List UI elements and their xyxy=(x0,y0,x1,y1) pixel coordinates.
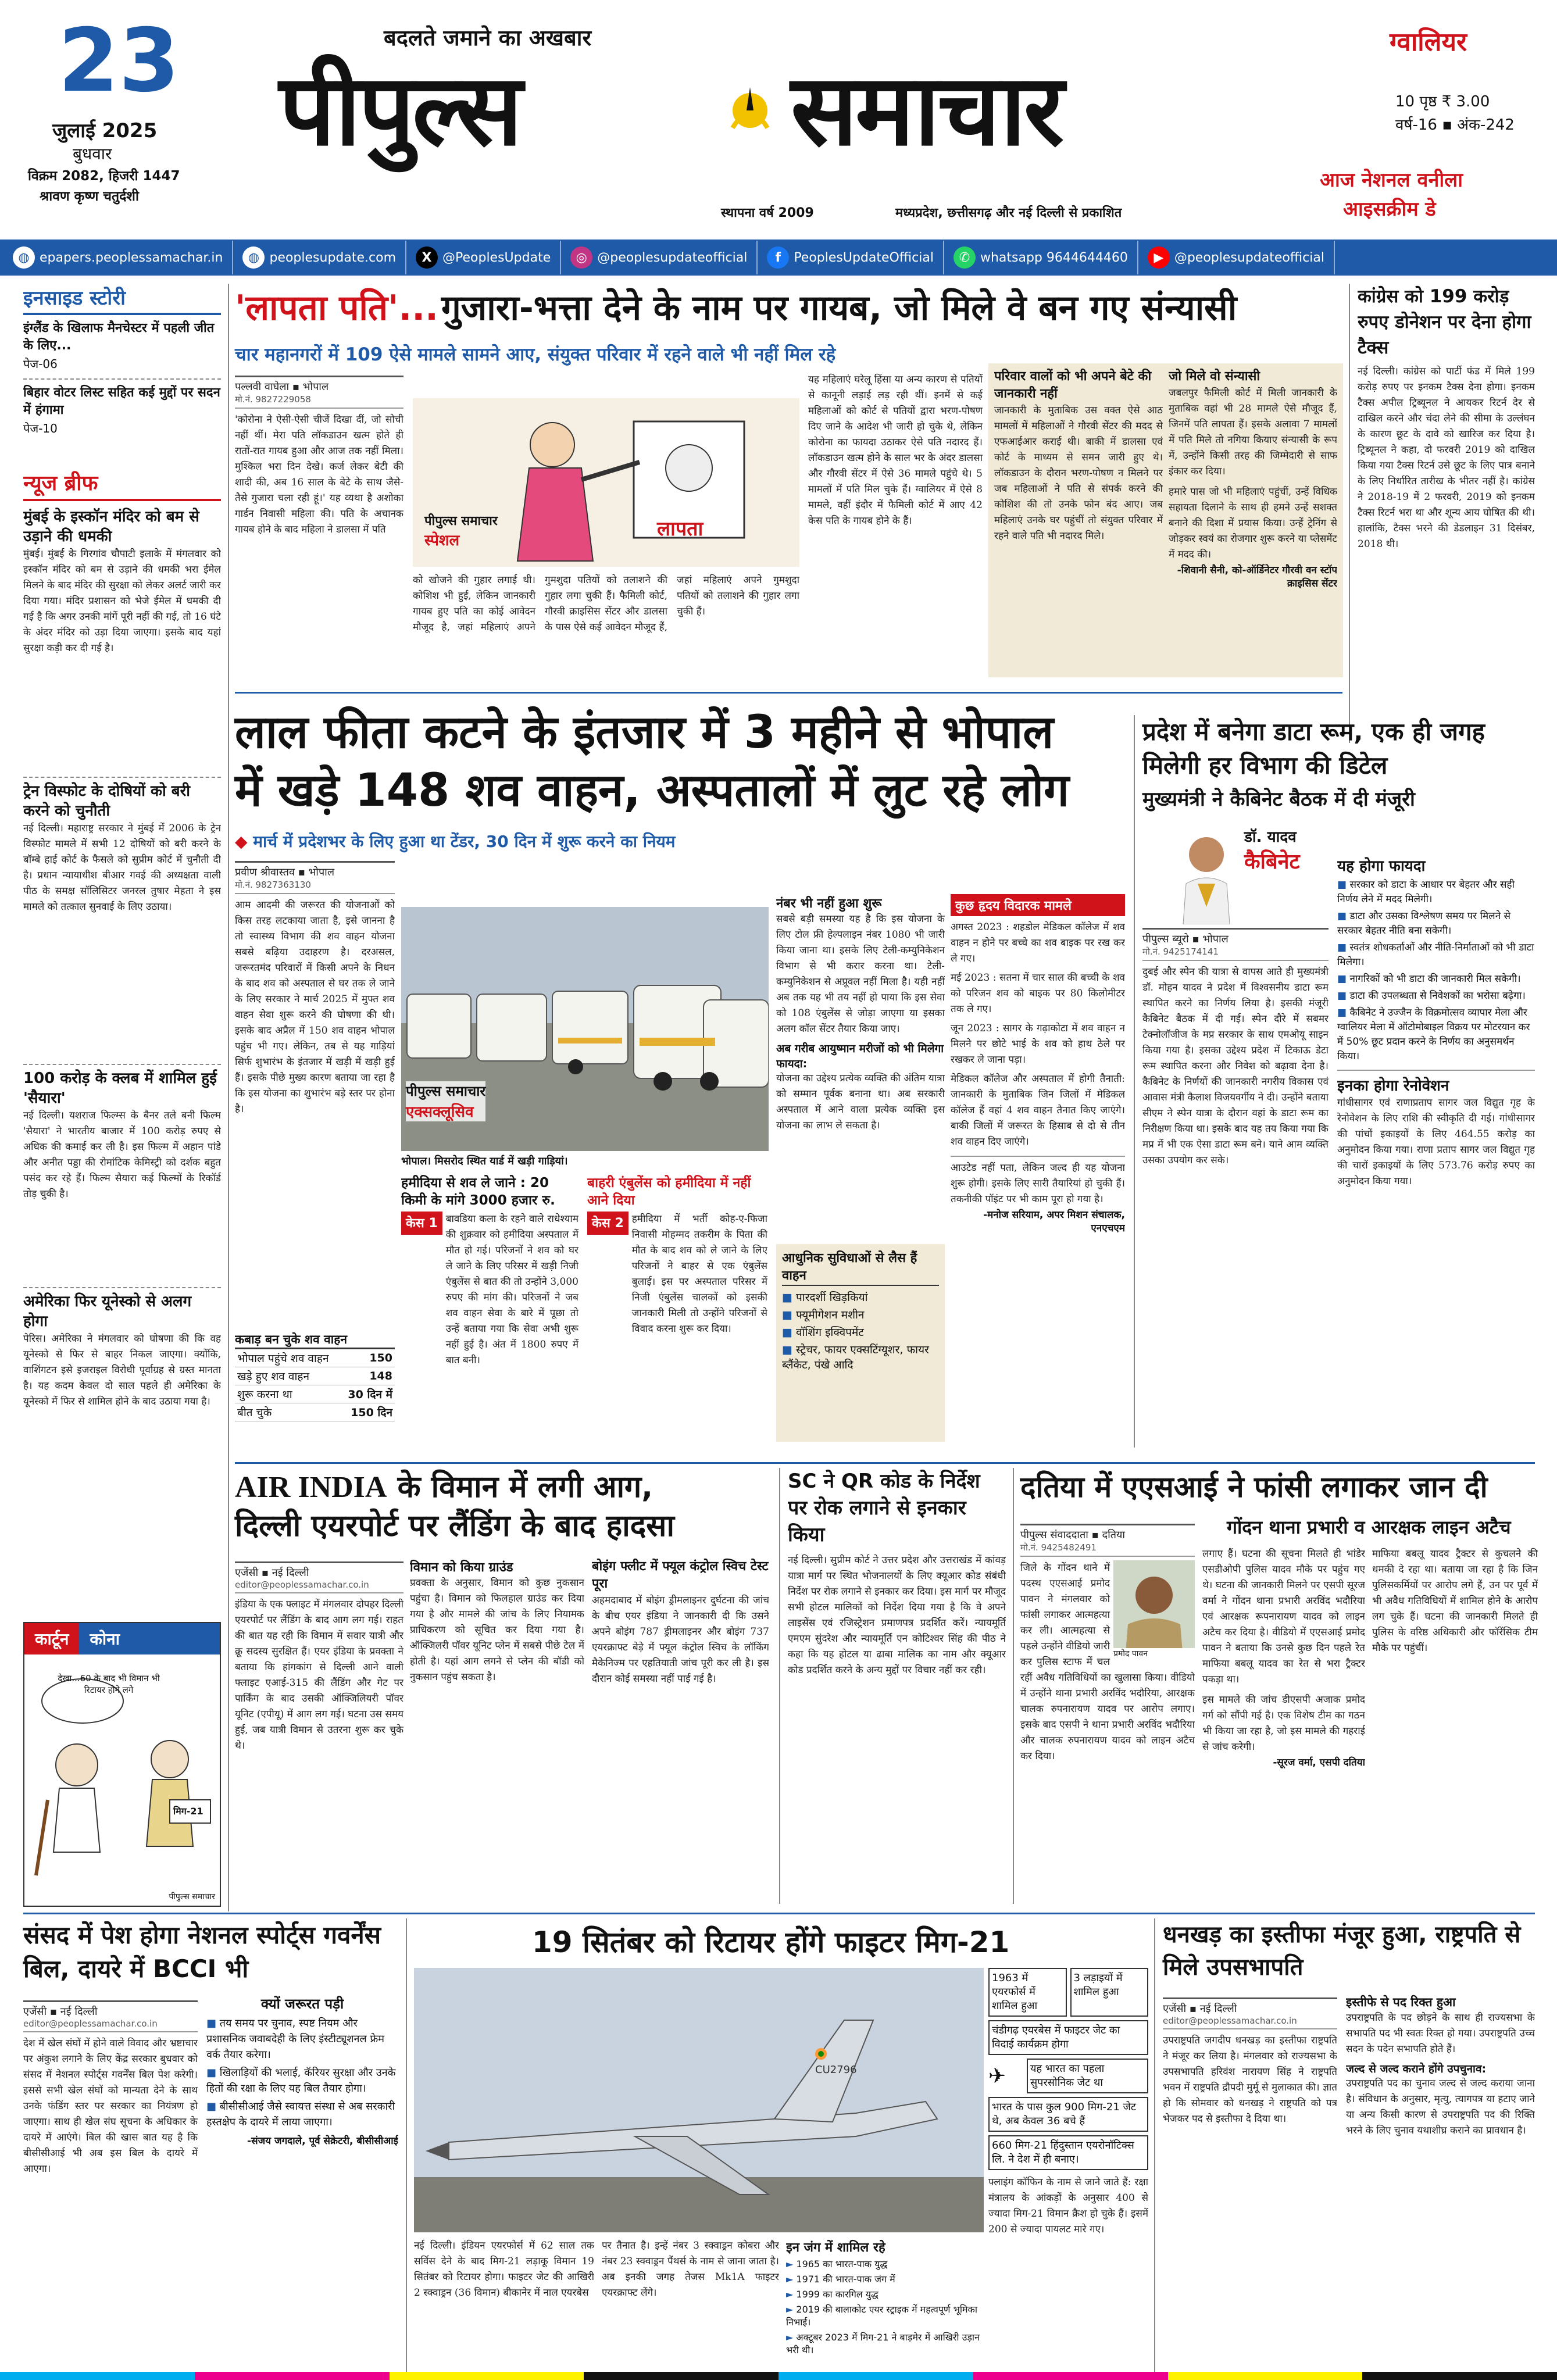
brief-body: मुंबई। मुंबई के गिरगांव चौपाटी इलाके में मंगलवार को इस्कॉन मंदिर को बम से उड़ाने की धमकी भरा ईमेल मिलने के बाद मंदिर की सुरक्षा को लेकर अलर्ट जारी कर दिया गया। मंदिर प्रशासन को भेजे ईमेल में धमकी दी गई है कि अगर उनकी मांगें पूरी नहीं की गई, तो 16 घंटे के अंदर मंदिर को उड़ा दिया जाएगा। इसके बाद यहां सुरक्षा कड़ी कर दी गई है। xyxy=(23,548,221,654)
sports-body: देश में खेल संघों में होने वाले विवाद और भ्रष्टाचार पर अंकुश लगाने के लिए केंद्र सरकार बुधवार को संसद में नेशनल स्पोर्ट्स गवर्नेंस बिल पेश करेगी। इससे सभी खेल संघों को मान्यता देने के साथ उनके फंडिंग स्तर पर सरकार का नियंत्रण हो जाएगा। साथ ही खेल संघ सूचना के अधिकार के दायरे में आएंगे। बिल की खास बात यह है कि बीसीसीआई भी अब इस बिल के दायरे में आएगा। xyxy=(23,2038,198,2175)
list-item xyxy=(206,2099,398,2130)
bullet-icon: ■ xyxy=(1337,879,1350,891)
cabinet-label-type: कैबिनेट xyxy=(1244,850,1300,874)
datia-body-1: जिले के गोंदन थाने में पदस्थ एएसआई प्रमोद पावन ने मंगलवार को फांसी लगाकर आत्महत्या कर ली। आत्महत्या से पहले उन्होंने वीडियो जारी कर पुलिस स्टाफ में चल रहीं अवैध गतिविधियों का खुलासा किया। वीडियो में उन्होंने थाना प्रभारी अरविंद भदौरिया, आरक्षक चालक रुपनारायण यादव पर आरोप लगाए। इसके बाद एसपी ने थाना प्रभारी अरविंद भदौरिया और चालक रुपनारायण यादव को लाइन अटैच कर दिया। xyxy=(1020,1562,1195,1762)
brief-title: ट्रेन विस्फोट के दोषियों को बरी करने को चुनौती xyxy=(23,782,190,820)
case-label: केस xyxy=(406,1216,424,1231)
dhankhar-side-body-2: उपराष्ट्रपति पद का चुनाव जल्द से जल्द कराया जाना है। संविधान के अनुसार, मृत्यु, त्यागपत्र या हटाए जाने या अन्य किसी कारण से उपराष्ट्रपति पद की रिक्ति भरने के लिए चुनाव यथाशीघ्र कराने का प्रावधान है। xyxy=(1346,2078,1535,2136)
hearse-cases-col xyxy=(951,894,1125,1446)
sidebox-title-2: जो मिले वो संन्यासी xyxy=(1169,369,1260,384)
facebook-icon: f xyxy=(767,246,789,269)
paper-name-right: समाचार xyxy=(791,53,1062,168)
lead-subhead: चार महानगरों में 109 ऐसे मामले सामने आए, संयुक्त परिवार में रहने वाले भी नहीं मिल रहे xyxy=(235,344,836,365)
bullet-icon: ■ xyxy=(206,2067,220,2079)
cartoon-sign: मिग-21 xyxy=(173,1806,203,1817)
today-day-2: आइसक्रीम डे xyxy=(1343,198,1436,221)
why-heading: क्यों जरूरत पड़ी xyxy=(260,1996,344,2012)
mig-tail-number: CU2796 xyxy=(815,2064,857,2076)
dataroom-headline: प्रदेश में बनेगा डाटा रूम, एक ही जगह मिलेगी हर विभाग की डिटेल xyxy=(1142,717,1485,780)
lead-col-3 xyxy=(808,372,983,674)
renovation-heading: इनका होगा रेनोवेशन xyxy=(1337,1077,1449,1095)
dhankhar-headline: धनखड़ का इस्तीफा मंजूर हुआ, राष्ट्रपति से मिले उपसभापति xyxy=(1163,1921,1521,1981)
benefits-list xyxy=(1337,878,1535,1071)
qr-body: नई दिल्ली। सुप्रीम कोर्ट ने उत्तर प्रदेश और उत्तराखंड में कांवड़ यात्रा मार्ग पर स्थित भोजनालयों के लिए क्यूआर कोड संबंधी निर्देश पर रोक लगाने से इनकार कर दिया। इस मार्ग पर मौजूद सभी होटल मालिकों को निर्देश दिया गया है कि वे अपने लाइसेंस एवं रजिस्ट्रेशन प्रमाणपत्र प्रदर्शित करें। न्यायमूर्ति एमएम सुंदरेश और न्यायमूर्ति एन कोटिश्वर सिंह की पीठ ने कहा कि यह होटल या ढाबा मालिक का नाम और क्यूआर कोड प्रदर्शित करने के अन्य मुद्दों पर विचार नहीं कर रही। xyxy=(788,1554,1006,1676)
cases-heading: कुछ हृदय विदारक मामले xyxy=(951,894,1125,916)
poster-text: लापता xyxy=(657,517,703,541)
hearse-quote: आउटेड नहीं पता, लेकिन जल्द ही यह योजना शुरू होगी। इसके लिए सारी तैयारियां हो चुकी हैं। तकनीकी पॉइंट पर भी काम पूरा हो गया है। xyxy=(951,1156,1125,1207)
hearse-case-1 xyxy=(401,1174,578,1442)
wars-heading: इन जंग में शामिल रहे xyxy=(786,2240,885,2255)
list-item-text: खिलाड़ियों की भलाई, कॅरियर सुरक्षा और उनके हितों की रक्षा के लिए यह बिल तैयार होगा। xyxy=(206,2067,396,2095)
instagram-icon: ◎ xyxy=(570,246,592,269)
table-cell: 30 दिन में xyxy=(341,1385,395,1403)
bullet-icon: ■ xyxy=(782,1343,796,1356)
mig-fact: चंडीगढ़ एयरबेस में फाइटर जेट का विदाई कार्यक्रम होगा xyxy=(988,2020,1148,2055)
sports-col-2 xyxy=(206,1994,398,2372)
photo-label xyxy=(406,1081,485,1121)
datia-body-3: माफिया बबलू यादव ट्रैक्टर से कुचलने की धमकी दे रहा था। बताया जा रहा है कि जिन पुलिसकर्मियों पर आरोप लगे हैं, उन पर पूर्व में भी अवैध गतिविधियों में शामिल होने के आरोप लग चुके हैं। घटना की जानकारी मिलते ही पुलिस के वरिष्ठ अधिकारी और फॉरेंसिक टीम मौके पर पहुंचीं। xyxy=(1372,1548,1538,1654)
social-link[interactable] xyxy=(3,241,233,274)
airindia-body-3: अहमदाबाद में बोइंग ड्रीमलाइनर दुर्घटना की जांच के बीच एयर इंडिया ने जानकारी दी कि उसने अपने बोइंग 787 ड्रीमलाइनर और बोइंग 737 एयरक्राफ्ट बेड़े में फ्यूल कंट्रोल स्विच के लॉकिंग मैकेनिज्म पर एहतियाती जांच पूरी कर ली है। इस दौरान कोई समस्या नहीं पाई गई है। xyxy=(592,1595,769,1685)
dhankhar-side-head-2: जल्द से जल्द कराने होंगे उपचुनाव: xyxy=(1346,2063,1487,2075)
date-month: जुलाई 2025 xyxy=(52,119,158,142)
globe-icon: ◍ xyxy=(242,246,265,269)
table-cell: शुरू करना था xyxy=(235,1385,341,1403)
dhankhar-col-1 xyxy=(1163,1994,1337,2372)
inside-item-page: पेज-06 xyxy=(23,357,58,371)
inside-story-heading: इनसाइड स्टोरी xyxy=(23,284,221,315)
mig-flying-coffin: फ्लाइंग कॉफिन के नाम से जाने जाते हैं: रक्षा मंत्रालय के आंकड़ों के अनुसार 400 से ज्यादा मिग-21 विमान क्रैश हो चुके हैं। इसमें 200 से ज्यादा पायलट मारे गए। xyxy=(988,2177,1148,2235)
social-link[interactable] xyxy=(561,241,758,274)
mig-facts xyxy=(988,1968,1148,2375)
list-item xyxy=(782,1342,939,1372)
brief-item[interactable] xyxy=(23,777,221,1059)
wars-list xyxy=(786,2258,984,2357)
social-link[interactable] xyxy=(758,241,944,274)
tagline: बदलते जमाने का अखबार xyxy=(384,25,592,51)
sports-email: editor@peoplessamachar.co.in xyxy=(23,2018,198,2032)
datia-headline: दतिया में एएसआई ने फांसी लगाकर जान दी xyxy=(1020,1470,1488,1504)
tithi: श्रावण कृष्ण चतुर्दशी xyxy=(40,189,139,204)
hearse-headline-line1: लाल फीता कटने के इंतजार में 3 महीने से भोपाल xyxy=(235,706,1054,759)
mig-fact: यह भारत का पहला सुपरसोनिक जेट था xyxy=(1027,2059,1148,2093)
congress-headline: कांग्रेस को 199 करोड़ रुपए डोनेशन पर देना होगा टैक्स xyxy=(1358,286,1531,358)
benefits-heading: यह होगा फायदा xyxy=(1337,857,1426,875)
list-item-text: नागरिकों को भी डाटा की जानकारी मिल सकेगी। xyxy=(1349,973,1521,985)
sidebox-quote-by: -शिवानी सैनी, को-ऑर्डिनेटर गौरवी वन स्टॉप क्राइसिस सेंटर xyxy=(1177,564,1337,589)
mig-fact: 3 लड़ाइयों में शामिल हुआ xyxy=(1070,1968,1149,2017)
side-head: नंबर भी नहीं हुआ शुरू xyxy=(776,896,882,911)
x-icon: X xyxy=(416,246,438,269)
list-item-text: कैबिनेट ने उज्जैन के विक्रमोत्सव व्यापार मेला और ग्वालियर मेला में ऑटोमोबाइल विक्रय पर मोटरयान कर में 50% छूट प्रदान करने के निर्णय का अनुसमर्थन किया। xyxy=(1337,1007,1530,1062)
lead-sidebox xyxy=(988,363,1343,677)
table-cell: खड़े हुए शव वाहन xyxy=(235,1367,341,1385)
airindia-head-2: विमान को किया ग्राउंड xyxy=(410,1560,513,1575)
case-1-headline: हमीदिया से शव ले जाने : 20 किमी के मांगे 3000 हजार रु. xyxy=(401,1175,555,1208)
list-item-text: वॉशिंग इक्विपमेंट xyxy=(796,1326,864,1339)
list-item-text: बीसीसीआई जैसे स्वायत्त संस्था से अब सरकारी हस्तक्षेप के दायरे में लाया जाएगा। xyxy=(206,2100,395,2128)
brief-body: नई दिल्ली। महाराष्ट्र सरकार ने मुंबई में 2006 के ट्रेन विस्फोट मामले में सभी 12 दोषियों को बरी करने के बॉम्बे हाई कोर्ट के फैसले को सुप्रीम कोर्ट में चुनौती दी है। प्रधान न्यायाधीश बीआर गवई की अध्यक्षता वाली पीठ के समक्ष सॉलिसिटर जनरल तुषार मेहता ने इस मामले को तत्काल सुनवाई के लिए उठाया। xyxy=(23,823,221,913)
case-item: मई 2023 : सतना में चार साल की बच्ची के शव को परिजन शव को बाइक पर 80 किलोमीटर तक ले गए। xyxy=(951,972,1125,1015)
social-link-text: PeoplesUpdateOfficial xyxy=(794,250,934,265)
list-item-text: स्ट्रेचर, फायर एक्सटिंग्यूशर, फायर ब्लैंकेट, पंखे आदि xyxy=(782,1343,929,1371)
congress-story xyxy=(1358,284,1535,737)
cabinet-label xyxy=(1244,826,1300,875)
brief-item[interactable] xyxy=(23,1287,221,1523)
list-item xyxy=(1337,909,1535,938)
cartoon-box xyxy=(23,1622,221,1907)
bullet-icon: ■ xyxy=(1337,942,1350,953)
list-item-text: तय समय पर चुनाव, स्पष्ट नियम और प्रशासनिक जवाबदेही के लिए इंस्टीट्यूशनल फ्रेम वर्क तैयार करेगा। xyxy=(206,2017,385,2061)
samvat: विक्रम 2082, हिजरी 1447 xyxy=(28,169,180,184)
list-item xyxy=(782,1289,939,1305)
city-name: ग्वालियर xyxy=(1390,27,1467,57)
brief-body: पेरिस। अमेरिका ने मंगलवार को घोषणा की कि वह यूनेस्को से फिर से बाहर निकल जाएगा। क्योंकि, वाशिंगटन इसे इजराइल विरोधी पूर्वाग्रह से ग्रस्त मानता है। यह कदम केवल दो साल पहले ही अमेरिका के यूनेस्को में फिर से शामिल होने के बाद उठाया गया है। xyxy=(23,1333,221,1407)
table-row xyxy=(235,1385,395,1403)
airindia-headline-2: दिल्ली एयरपोर्ट पर लैंडिंग के बाद हादसा xyxy=(235,1509,674,1543)
hearse-headline xyxy=(235,703,1136,820)
list-item xyxy=(786,2331,984,2357)
bullet-icon: ■ xyxy=(782,1326,796,1339)
plane-icon: ✈ xyxy=(988,2064,1006,2088)
table-cell: भोपाल पहुंचे शव वाहन xyxy=(235,1349,341,1367)
airindia-col-2 xyxy=(410,1558,584,1907)
hearse-case-2 xyxy=(587,1174,767,1442)
case-1-badge: केस 1 xyxy=(401,1212,442,1235)
list-item-text: सरकार को डाटा के आधार पर बेहतर और सही निर्णय लेने में मदद मिलेगी। xyxy=(1337,879,1515,905)
sidebox-body-2: जबलपुर फैमिली कोर्ट में मिली जानकारी के मुताबिक वहां भी 28 मामले ऐसे मौजूद हैं, जिनमें पति लापता हैं। इसके अलावा 7 मामलों में पति मिले तो नगिया कियाए संन्यासी के रूप में, उन्होंने किसी तरह की जिम्मेदारी से साफ इंकार कर दिया। xyxy=(1169,387,1337,477)
hearse-byline: प्रवीण श्रीवास्तव ▪ भोपाल xyxy=(235,861,395,879)
established: स्थापना वर्ष 2009 xyxy=(721,206,814,220)
hearse-subhead-text: मार्च में प्रदेशभर के लिए हुआ था टेंडर, 30 दिन में शुरू करने का नियम xyxy=(253,832,676,851)
sports-byline: एजेंसी ▪ नई दिल्ली xyxy=(23,2000,198,2018)
brief-body: नई दिल्ली। यशराज फिल्म्स के बैनर तले बनी फिल्म 'सैयारा' ने भारतीय बाजार में 100 करोड़ रुपए से अधिक की कमाई कर ली है। इस फिल्म में अहान पांडे और अनीत पड्डा की रोमांटिक केमिस्ट्री को दर्शक बहुत पसंद कर रहे हैं। फिल्म सैयारा कई फिल्मों के रिकॉर्ड तोड़ चुकी है। xyxy=(23,1110,221,1200)
brief-title: 100 करोड़ के क्लब में शामिल हुई 'सैयारा' xyxy=(23,1070,217,1107)
hearse-body-1: आम आदमी की जरूरत की योजनाओं को किस तरह लटकाया जाता है, इसे जानना है तो स्वास्थ्य विभाग की शव वाहन योजना सबसे बढ़िया उदाहरण है। दरअसल, जरूरतमंद परिवारों में किसी अपने के निधन के बाद शव को अस्पताल से घर तक ले जाने के लिए सरकार ने मार्च 2025 में मुफ्त शव वाहन सेवा शुरू करने की घोषणा की थी। इसके बाद अप्रैल में 150 शव वाहन भोपाल पहुंच भी गए। लेकिन, तब से यह गाड़ियां सिर्फ शुभारंभ के इंतजार में खड़ी में खड़ी हुई हैं। इसके पीछे मुख्य कारण बताया जा रहा है कि इस योजना का शुभारंभ बड़े स्तर पर होना है। xyxy=(235,899,395,1115)
airindia-headline-1: के विमान में लगी आग, xyxy=(397,1470,653,1505)
inside-story xyxy=(23,284,221,470)
table-row xyxy=(235,1349,395,1367)
bullet-icon: ■ xyxy=(1337,990,1350,1002)
hearse-quote-by: -मनोज सरियाम, अपर मिशन संचालक, एनएचएम xyxy=(983,1209,1125,1234)
bullet-icon: ► xyxy=(786,2259,797,2270)
bullet-icon: ■ xyxy=(782,1291,796,1304)
youtube-icon: ▶ xyxy=(1148,246,1170,269)
social-link[interactable] xyxy=(406,241,561,274)
list-item xyxy=(786,2273,984,2286)
congress-body: नई दिल्ली। कांग्रेस को पार्टी फंड में मिले 199 करोड़ रुपए पर इनकम टैक्स देना होगा। इनकम टैक्स अपील ट्रिब्यूनल ने आयकर रिटर्न देर से दाखिल करने और चंदा लेने की सीमा के उल्लंघन के कारण छूट के दावे को खारिज कर दिया है। ट्रिब्यूनल ने कहा, दो फरवरी 2019 को दाखिल किया गया टैक्स रिटर्न उसे छूट के लिए पात्र बनाने के लिए निर्धारित तारीख के भीतर नहीं है। कांग्रेस ने 2018-19 में 2 फरवरी, 2019 को इनकम टैक्स रिटर्न भरा था और शून्य आय घोषित की थी। हालांकि, टैक्स भरने की डेडलाइन 31 दिसंबर, 2018 थी। xyxy=(1358,366,1535,550)
datia-col-1 xyxy=(1020,1520,1195,1910)
airindia-email: editor@peoplessamachar.co.in xyxy=(235,1579,403,1593)
social-link-text: @peoplesupdateofficial xyxy=(1174,250,1324,265)
airindia-col-1 xyxy=(235,1558,403,1907)
lead-body-3: यह महिलाएं घरेलू हिंसा या अन्य कारण से पतियों से कानूनी लड़ाई लड़ रही थीं। इनमें से कई महिलाओं को कोर्ट से पतियों द्वारा भरण-पोषण दिए जाने के आदेश भी जारी हो चुके थे, लेकिन कोरोना का फायदा उठाकर ऐसे पति नदारद हैं। लॉकडाउन खत्म होने के साल भर के अंदर डालसा और गौरवी सेंटर में ऐसे 36 मामले पहुंचे थे। 5 मामलों में पति मिल चुके हैं। ग्वालियर में ऐसे 8 मामले, वहीं इंदौर में फैमिली कोर्ट में आए 42 केस पति के गायब होने के हैं। xyxy=(808,374,983,527)
hearse-photo xyxy=(401,907,769,1151)
case-item: जून 2023 : सागर के गढ़ाकोटा में शव वाहन न मिलने पर छोटे भाई के शव को हाथ ठेले पर रखकर ले जाना पड़ा। xyxy=(951,1023,1125,1066)
inside-item-title: इंग्लैंड के खिलाफ मैनचेस्टर में पहली जीत के लिए... xyxy=(23,321,215,353)
sports-quote-by: -संजय जगदाले, पूर्व सेक्रेटरी, बीसीसीआई xyxy=(247,2135,398,2147)
datia-photo-caption: प्रमोद पावन xyxy=(1113,1648,1195,1659)
mig-fact: 660 मिग-21 हिंदुस्तान एयरोनॉटिक्स लि. ने देश में ही बनाए। xyxy=(988,2135,1148,2170)
datia-photo xyxy=(1113,1560,1195,1659)
inside-item-page: पेज-10 xyxy=(23,421,58,435)
datia-body-2: लगाए हैं। घटना की सूचना मिलते ही भांडेर एसडीओपी पुलिस यादव मौके पर पहुंच गए थे। घटना की जानकारी मिलने पर एसपी सूरज वर्मा ने गोंदन थाना प्रभारी अरविंद भदौरिया एवं आरक्षक रूपनारायण यादव को लाइन अटैच कर दिया है। वीडियो में एएसआई प्रमोद पावन ने बताया कि उनसे कुछ दिन पहले रेत माफिया बबलू यादव का रेत से भरा ट्रैक्टर पकड़ा था। xyxy=(1202,1548,1365,1685)
social-link-text: @peoplesupdateofficial xyxy=(597,250,748,265)
mig-col-1 xyxy=(414,2238,594,2372)
pages-price: 10 पृष्ठ ₹ 3.00 xyxy=(1395,93,1490,110)
masthead xyxy=(0,0,1557,256)
sidebox-title: परिवार वालों को भी अपने बेटे की जानकारी नहीं xyxy=(994,369,1152,401)
side-body-2: योजना का उद्देश्य प्रत्येक व्यक्ति की अंतिम यात्रा को सम्मान पूर्वक बनाना था। अब सरकारी अस्पताल में आने वाला प्रत्येक व्यक्ति इस योजना का लाभ ले सकता है। xyxy=(776,1073,945,1131)
mig-body-1: नई दिल्ली। इंडियन एयरफोर्स में 62 साल तक सर्विस देने के बाद मिग-21 लड़ाकू विमान 19 सितंबर को रिटायर होगा। फाइटर जेट की आखिरी 2 स्क्वाड्रन (36 विमान) बीकानेर में नाल एयरबेस xyxy=(414,2240,594,2299)
features-list xyxy=(782,1289,939,1372)
mig-col-2 xyxy=(602,2238,779,2372)
mig-fact: 1963 में एयरफोर्स में शामिल हुआ xyxy=(988,1968,1067,2017)
news-brief-heading: न्यूज ब्रीफ xyxy=(23,468,221,501)
lead-kicker: 'लापता पति'... xyxy=(235,288,438,328)
dhankhar-body: उपराष्ट्रपति जगदीप धनखड़ का इस्तीफा राष्ट्रपति ने मंजूर कर लिया है। मंगलवार को राज्यसभा के उपसभापति हरिवंश नारायण सिंह ने राष्ट्रपति भवन में राष्ट्रपति द्रौपदी मुर्मू से मुलाकात की। ज्ञात हो कि सोमवार को धनखड़ ने राष्ट्रपति को पत्र भेजकर पद से इस्तीफा दे दिया था। xyxy=(1163,2035,1337,2125)
dataroom-subhead: मुख्यमंत्री ने कैबिनेट बैठक में दी मंजूरी xyxy=(1142,788,1415,811)
inside-item[interactable] xyxy=(23,378,221,436)
bullet-icon: ■ xyxy=(1337,910,1350,922)
hearse-side-col xyxy=(776,894,945,1284)
bullet-icon: ■ xyxy=(1337,973,1350,985)
social-link[interactable] xyxy=(233,241,406,274)
list-item-text: डाटा की उपलब्धता से निवेशकों का भरोसा बढ़ेगा। xyxy=(1349,990,1526,1002)
volume: वर्ष-16 ▪ अंक-242 xyxy=(1395,116,1515,134)
mig-photo xyxy=(414,1968,984,2232)
renovation-body: गांधीसागर एवं राणाप्रताप सागर जल विद्युत गृह के रेनोवेशन के लिए राशि की स्वीकृति दी गई। गांधीसागर की पांचों इकाइयों के लिए 464.55 करोड़ का अनुमोदन किया गया। राणा प्रताप सागर जल विद्युत गृह की चारों इकाइयों के लिए 573.76 करोड़ रुपए का अनुमोदन किया गया। xyxy=(1337,1097,1535,1187)
airindia-body-1: इंडिया के एक फ्लाइट में मंगलवार दोपहर दिल्ली एयरपोर्ट पर लैंडिंग के बाद आग लग गई। राहत की बात यह रही कि विमान में सवार यात्री और क्रू सदस्य सुरक्षित हैं। एयर इंडिया के प्रवक्ता ने बताया कि हांगकांग से दिल्ली आने वाली फ्लाइट एआई-315 की लैंडिंग और गेट पर पार्किंग के बाद उसकी ऑक्जिलियरी पॉवर यूनिट (एपीयू) में आग लग गई। घटना उस समय हुई, जब यात्री विमान से उतरना शुरू कर चुके थे। xyxy=(235,1599,403,1752)
airindia-headline-brand: AIR INDIA xyxy=(235,1471,387,1504)
cartoon-label: कार्टून xyxy=(24,1623,79,1654)
inside-item-title: बिहार वोटर लिस्ट सहित कई मुद्दों पर सदन में हंगामा xyxy=(23,385,220,417)
airindia-body-2: प्रवक्ता के अनुसार, विमान को कुछ नुकसान पहुंचा है। विमान को फिलहाल ग्राउंड कर दिया गया है और मामले की जांच के लिए नियामक प्राधिकरण को सूचित कर दिया गया है। ऑक्जिलरी पॉवर यूनिट प्लेन में सबसे पीछे टेल में होती है। यहां आग लगने से प्लेन की बॉडी को नुकसान पहुंच सकता है। xyxy=(410,1577,584,1683)
lead-col-1 xyxy=(235,372,403,674)
case-item: मेडिकल कॉलेज और अस्पताल में होगी तैनाती: जानकारी के मुताबिक जिन जिलों में मेडिकल कॉलेज हैं वहां 4 शव वाहन तैनात किए जाएंगे। बाकी जिलों में जरूरत के हिसाब से दो से तीन शव वाहन दिए जाएंगे। xyxy=(951,1073,1125,1148)
list-item xyxy=(1337,989,1535,1003)
datia-quote-by: -सूरज वर्मा, एसपी दतिया xyxy=(1273,1757,1365,1768)
list-item xyxy=(206,2065,398,2096)
paper-name-left: पीपुल्स xyxy=(279,53,520,168)
bullet-icon: ■ xyxy=(206,2100,220,2113)
bullet-icon: ► xyxy=(786,2332,797,2343)
list-item xyxy=(1337,1006,1535,1064)
photo-label-type: स्पेशल xyxy=(424,532,460,549)
hearse-table-title: कबाड़ बन चुके शव वाहन xyxy=(235,1331,395,1349)
cartoon-speech: देखा...60 के बाद भी विमान भी रिटायर होने लगे xyxy=(58,1673,160,1695)
photo-label-brand: पीपुल्स समाचार xyxy=(406,1081,485,1100)
case-2-badge: केस 2 xyxy=(587,1212,628,1235)
list-item xyxy=(1337,941,1535,970)
qr-headline: SC ने QR कोड के निर्देश पर रोक लगाने से इनकार किया xyxy=(788,1470,980,1546)
dhankhar-side-body: उपराष्ट्रपति के पद छोड़ने के साथ ही राज्यसभा के सभापति पद भी स्वतः रिक्त हो गया। उपराष्ट्रपति उच्च सदन के पदेन सभापति होते हैं। xyxy=(1346,2012,1535,2055)
list-item xyxy=(206,2016,398,2063)
case-item: अगस्त 2023 : शहडोल मेडिकल कॉलेज में शव वाहन न होने पर बच्चे का शव बाइक पर रख कर ले गए। xyxy=(951,921,1125,964)
sports-headline: संसद में पेश होगा नेशनल स्पोर्ट्स गवर्नेंस बिल, दायरे में BCCI भी xyxy=(23,1921,381,1983)
mig-headline: 19 सितंबर को रिटायर होंगे फाइटर मिग-21 xyxy=(532,1925,1010,1959)
list-item-text: पारदर्शी खिड़कियां xyxy=(796,1291,868,1304)
dataroom-byline: पीपुल्स ब्यूरो ▪ भोपाल xyxy=(1142,928,1329,946)
datia-mobile: मो.नं. 9425482491 xyxy=(1020,1542,1195,1557)
table-cell: बीत चुके xyxy=(235,1403,341,1421)
airindia-headline xyxy=(235,1468,770,1545)
cabinet-label-name: डॉ. यादव xyxy=(1244,828,1297,846)
print-color-bar xyxy=(0,2372,1557,2380)
list-item-text: अक्टूबर 2023 में मिग-21 ने बाड़मेर में आखिरी उड़ान भरी थी। xyxy=(786,2332,980,2356)
sidebox-quote: हमारे पास जो भी महिलाएं पहुंचीं, उन्हें विधिक सहायता दिलाने के साथ ही हमने उन्हें सशक्त बनाने की दिशा में प्रयास किया। उन्हें ट्रेनिंग से जोड़कर स्वयं का रोजगार शुरू करने या प्लेसमेंट में मदद की। xyxy=(1169,486,1337,560)
table-cell: 150 xyxy=(341,1349,395,1367)
list-item-text: डाटा और उसका विश्लेषण समय पर मिलने से सरकार बेहतर नीति बना सकेगी। xyxy=(1337,910,1511,937)
lead-body-1: 'कोरोना ने ऐसी-ऐसी चीजें दिखा दीं, जो सोची नहीं थीं। मेरा पति लॉकडाउन खत्म होते ही रातों-रात गायब हुआ और आज तक नहीं मिला। मुश्किल भरा दिन देखे। कर्ज लेकर बेटी की शादी की, अब 16 साल के बेटे के साथ जैसे-तैसे गुजारा चला रही हूं।' यह व्यथा है अशोका गार्डन निवासी महिला की। पति के अचानक गायब होने के बाद महिला ने डालसा में पति xyxy=(235,414,403,535)
table-row xyxy=(235,1403,395,1421)
dataroom-body: दुबई और स्पेन की यात्रा से वापस आते ही मुख्यमंत्री डॉ. मोहन यादव ने प्रदेश में विश्वसनीय डाटा रूम स्थापित करने का निर्णय लिया है। इसकी मंजूरी कैबिनेट बैठक में दी गई। स्पेन दौरे में सबमर टेक्नोलॉजीज के मप्र सरकार के साथ एमओयू साइन किया गया है। इसका उद्देश्य प्रदेश में टिकाऊ डेटा रूम स्थापित करना और निवेश को बढ़ावा देना है। कैबिनेट के निर्णयों की जानकारी नगरीय विकास एवं आवास मंत्री कैलाश विजयवर्गीय ने दी। उन्होंने बताया सीएम ने स्पेन यात्रा के दौरान वहां के डाटा रूम का निरीक्षण किया था। इसके बाद यह तय किया गया कि मप्र में भी एक ऐसा डाटा रूम बने। याने आम व्यक्ति उसका उपयोग कर सके। xyxy=(1142,966,1329,1166)
list-item-text: 2019 की बालाकोट एयर स्ट्राइक में महत्वपूर्ण भूमिका निभाई। xyxy=(786,2304,977,2328)
dataroom-col-1 xyxy=(1142,924,1329,1448)
sidebox-body: जानकारी के मुताबिक उस वक्त ऐसे आठ मामलों में महिलाओं ने गौरवी सेंटर की मदद से एफआईआर कराई थी। बाकी में डालसा एवं कोर्ट के माध्यम से समन जारी हुए थे। लॉकडाउन के दौरान भरण-पोषण न मिलने पर जब महिलाओं ने पति से संपर्क करने की कोशिश की तो उनके फोन बंद आए। जब महिलाएं उनके घर पहुंचीं तो संयुक्त परिवार में रहने वाले पति भी नदारद मिले। xyxy=(994,405,1163,542)
list-item xyxy=(1337,972,1535,987)
today-day-1: आज नेशनल वनीला xyxy=(1320,169,1463,192)
dhankhar-col-2 xyxy=(1346,1994,1535,2372)
dhankhar-email: editor@peoplessamachar.co.in xyxy=(1163,2016,1337,2029)
hearse-table xyxy=(235,1349,395,1421)
cartoon-label-2: कोना xyxy=(79,1623,220,1654)
date-day: 23 xyxy=(58,10,180,112)
bullet-icon: ► xyxy=(786,2274,797,2285)
hearse-headline-line2: में खड़े 148 शव वाहन, अस्पतालों में लुट रहे लोग xyxy=(235,764,1069,817)
dataroom-mobile: मो.नं. 9425174141 xyxy=(1142,946,1329,961)
list-item-text: 1971 की भारत-पाक जंग में xyxy=(796,2274,895,2285)
photo-label xyxy=(424,512,498,550)
case-label: केस xyxy=(592,1216,610,1231)
hearse-subhead: ◆ मार्च में प्रदेशभर के लिए हुआ था टेंडर, 30 दिन में शुरू करने का नियम xyxy=(235,832,676,851)
lead-mobile: मो.नं. 9827229058 xyxy=(235,394,403,409)
list-item-text: 1999 का कारगिल युद्ध xyxy=(796,2289,879,2300)
why-list xyxy=(206,2016,398,2130)
hearse-photo-caption: भोपाल। मिसरोद स्थित यार्ड में खड़ी गाड़ियां। xyxy=(401,1155,568,1167)
social-link-text: @PeoplesUpdate xyxy=(442,250,551,265)
social-link-text: epapers.peoplessamachar.in xyxy=(40,250,223,265)
lead-illustration xyxy=(413,398,799,567)
weekday: बुधवार xyxy=(73,144,112,163)
table-row xyxy=(235,1367,395,1385)
hearse-mobile: मो.नं. 9827363130 xyxy=(235,879,395,894)
list-item-text: 1965 का भारत-पाक युद्ध xyxy=(796,2259,888,2270)
photo-label-brand: पीपुल्स समाचार xyxy=(424,514,498,528)
features-box xyxy=(776,1244,945,1442)
lead-byline: पल्लवी वाघेला ▪ भोपाल xyxy=(235,376,403,394)
airindia-col-3 xyxy=(592,1558,769,1907)
list-item-text: स्वतंत्र शोधकर्ताओं और नीति-निर्माताओं को भी डाटा मिलेगा। xyxy=(1337,942,1534,968)
social-link-text: peoplesupdate.com xyxy=(269,250,396,265)
case-2-body: हमीदिया में भर्ती कोह-ए-फिजा निवासी मोहम्मद तकरीम के पिता की मौत के बाद शव को ले जाने के लिए परिजनों ने बाहर से एक एंबुलेंस बुलाई। इस पर अस्पताल परिसर में निजी एंबुलेंस चालकों को इसकी जानकारी मिली तो उन्होंने परिजनों से विवाद करना शुरू कर दिया। xyxy=(631,1213,767,1335)
features-title: आधुनिक सुविधाओं से लैस हैं वाहन xyxy=(782,1250,939,1286)
social-bar xyxy=(0,240,1557,276)
dhankhar-side-head: इस्तीफे से पद रिक्त हुआ xyxy=(1346,1995,1456,2009)
brief-title: अमेरिका फिर यूनेस्को से अलग होगा xyxy=(23,1293,192,1330)
airindia-byline: एजेंसी ▪ नई दिल्ली xyxy=(235,1561,403,1579)
datia-subhead: गोंदन थाना प्रभारी व आरक्षक लाइन अटैच xyxy=(1227,1516,1511,1538)
dhankhar-byline: एजेंसी ▪ नई दिल्ली xyxy=(1163,1997,1337,2016)
mig-fact: भारत के पास कुल 900 मिग-21 जेट थे, अब केवल 36 बचे हैं xyxy=(988,2097,1148,2132)
lead-body-2: को खोजने की गुहार लगाई थी। कोशिश भी हुई, लेकिन जानकारी गायब हुए पति का कोई आवेदन मौजूद है, जहां महिलाएं अपने गुमशुदा पतियों को तलाशने की गुहार लगा चुकी हैं। फैमिली कोर्ट, गौरवी क्राइसिस सेंटर और डालसा के पास ऐसे कई आवेदन मौजूद हैं, जहां महिलाएं अपने गुमशुदा पतियों को तलाशने की गुहार लगा चुकी हैं। xyxy=(413,574,799,633)
logo-emblem xyxy=(715,76,785,145)
case-2-headline: बाहरी एंबुलेंस को हमीदिया में नहीं आने दिया xyxy=(587,1175,751,1208)
brief-item[interactable] xyxy=(23,507,221,772)
hearse-table-box xyxy=(235,1331,395,1448)
mig-wars xyxy=(786,2238,984,2372)
table-cell: 150 दिन xyxy=(341,1403,395,1421)
datia-col-3 xyxy=(1372,1546,1538,1907)
cartoon-credit: पीपुल्स समाचार xyxy=(169,1892,215,1902)
list-item xyxy=(786,2258,984,2271)
published-from: मध्यप्रदेश, छत्तीसगढ़ और नई दिल्ली से प्रकाशित xyxy=(895,206,1122,220)
case-1-body: बावडिया कला के रहने वाले राधेश्याम की शुक्रवार को हमीदिया अस्पताल में मौत हो गई। परिजनों ने शव को घर ले जाने के लिए परिसर में खड़ी निजी एंबुलेंस से बात की तो उन्होंने 3,000 रुपए की मांग की। परिजनों ने जब शव वाहन सेवा के बारे में पूछा तो उन्हें बताया गया कि सेवा अभी शुरू नहीं हुई है। अंत में 1800 रुपए में बात बनी। xyxy=(445,1213,578,1366)
bullet-icon: ■ xyxy=(206,2017,220,2029)
side-body: सबसे बड़ी समस्या यह है कि इस योजना के लिए टोल फ्री हेल्पलाइन नंबर 1080 भी जारी किया जाना था। इसके लिए टेली-कम्युनिकेशन विभाग से भी करार करना था। टेली-कम्युनिकेशन से अप्रूवल नहीं मिला है। यही नहीं अब तक यह भी तय नहीं हो पाया कि इस सेवा को 108 एंबुलेंस से जोड़ा जाएगा या इसका अलग कॉल सेंटर तैयार किया जाए। xyxy=(776,913,945,1035)
cases-list xyxy=(951,920,1125,1150)
datia-byline: पीपुल्स संवाददाता ▪ दतिया xyxy=(1020,1524,1195,1542)
cm-photo xyxy=(1174,826,1238,924)
list-item xyxy=(782,1324,939,1339)
bullet-icon: ■ xyxy=(782,1309,796,1321)
datia-col-2 xyxy=(1202,1546,1365,1907)
inside-item[interactable] xyxy=(23,320,221,371)
sports-col-1 xyxy=(23,1997,198,2369)
lead-title: गुजारा-भत्ता देने के नाम पर गायब, जो मिले वे बन गए संन्यासी xyxy=(441,288,1237,328)
brief-item[interactable] xyxy=(23,1064,221,1282)
brief-title: मुंबई के इस्कॉन मंदिर को बम से उड़ाने की धमकी xyxy=(23,508,199,545)
list-item-text: फ्यूमीगेशन मशीन xyxy=(796,1309,865,1321)
bullet-icon: ■ xyxy=(1337,1007,1350,1019)
globe-icon: ◍ xyxy=(13,246,35,269)
bullet-icon: ► xyxy=(786,2289,797,2300)
news-brief xyxy=(23,468,221,1625)
whatsapp-icon: ✆ xyxy=(954,246,976,269)
side-head-2: अब गरीब आयुष्मान मरीजों को भी मिलेगा फायदा: xyxy=(776,1042,944,1070)
list-item xyxy=(782,1307,939,1322)
list-item xyxy=(1337,878,1535,907)
social-link-text: whatsapp 9644644460 xyxy=(980,250,1128,265)
list-item xyxy=(786,2303,984,2329)
datia-quote: इस मामले की जांच डीएसपी अजाक प्रमोद गर्ग को सौंपी गई है। एक विशेष टीम का गठन भी किया जा रहा है, जो इस मामले की गहराई से जांच करेगी। xyxy=(1202,1694,1365,1753)
bullet-icon: ► xyxy=(786,2304,797,2315)
mig-body-2: पर तैनात है। इन्हें नंबर 3 स्क्वाड्रन कोबरा और नंबर 23 स्क्वाड्रन पैंथर्स के नाम से जाना जाता है। अब इनकी जगह तेजस Mk1A फाइटर एयरक्राफ्ट लेंगे। xyxy=(602,2240,779,2299)
photo-label-type: एक्सक्लूसिव xyxy=(406,1100,485,1121)
airindia-head-3: बोइंग फ्लीट में फ्यूल कंट्रोल स्विच टेस्ट पूरा xyxy=(592,1559,769,1591)
lead-col-2 xyxy=(413,573,799,677)
lead-headline xyxy=(235,283,1340,341)
social-link[interactable] xyxy=(944,241,1138,274)
social-link[interactable] xyxy=(1138,241,1335,274)
table-cell: 148 xyxy=(341,1367,395,1385)
dataroom-col-2 xyxy=(1337,855,1535,1453)
qr-story xyxy=(788,1468,1006,1904)
list-item xyxy=(786,2288,984,2301)
